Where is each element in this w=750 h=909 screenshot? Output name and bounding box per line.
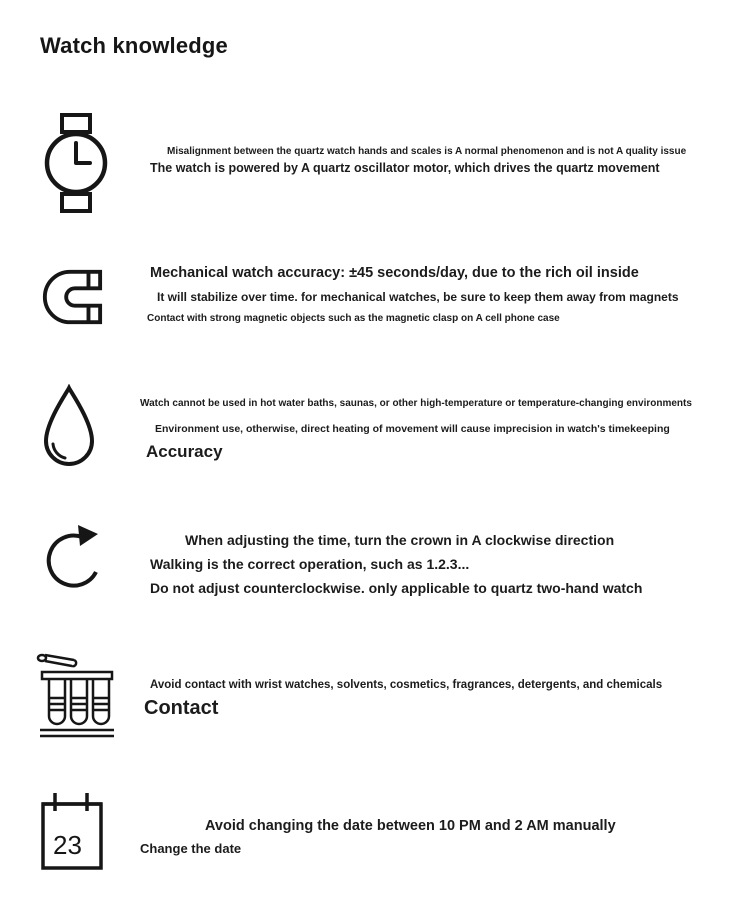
magnet-warning-line: It will stabilize over time. for mechanical watches, be sure to keep them away from magnets [157,290,679,304]
accuracy-spec-line: Mechanical watch accuracy: ±45 seconds/day, due to the rich oil inside [150,265,639,281]
watch-icon [42,112,110,214]
section-heading-accuracy: Accuracy [146,442,223,461]
crown-direction-line: When adjusting the time, turn the crown in A clockwise direction [185,532,615,548]
chemicals-warning-line: Avoid contact with wrist watches, solvents, cosmetics, fragrances, detergents, and chemicals [150,679,663,691]
quartz-note-line: Misalignment between the quartz watch hands and scales is A normal phenomenon and is not A quality issue [167,146,687,157]
section-heading-change-date: Change the date [140,841,242,856]
clockwise-arrow-icon [42,522,106,594]
section-heading-contact: Contact [144,697,219,719]
heating-warning-line: Environment use, otherwise, direct heating of movement will cause imprecision in watch's timekeeping [155,423,670,435]
calendar-day-number: 23 [53,830,82,860]
correct-operation-line: Walking is the correct operation, such as 1.2.3... [150,556,470,572]
water-drop-icon [40,384,98,470]
quartz-movement-line: The watch is powered by A quartz oscillator motor, which drives the quartz movement [150,161,660,175]
magnet-contact-line: Contact with strong magnetic objects such as the magnetic clasp on A cell phone case [147,313,560,324]
counterclockwise-warning-line: Do not adjust counterclockwise. only applicable to quartz two-hand watch [150,580,643,596]
calendar-icon [40,790,104,874]
page-title: Watch knowledge [40,33,228,58]
magnet-icon [40,266,104,328]
date-change-warning-line: Avoid changing the date between 10 PM and 2 AM manually [205,818,616,834]
temperature-warning-line: Watch cannot be used in hot water baths, saunas, or other high-temperature or temperature-changing environments [140,398,692,409]
test-tubes-icon [36,648,116,740]
